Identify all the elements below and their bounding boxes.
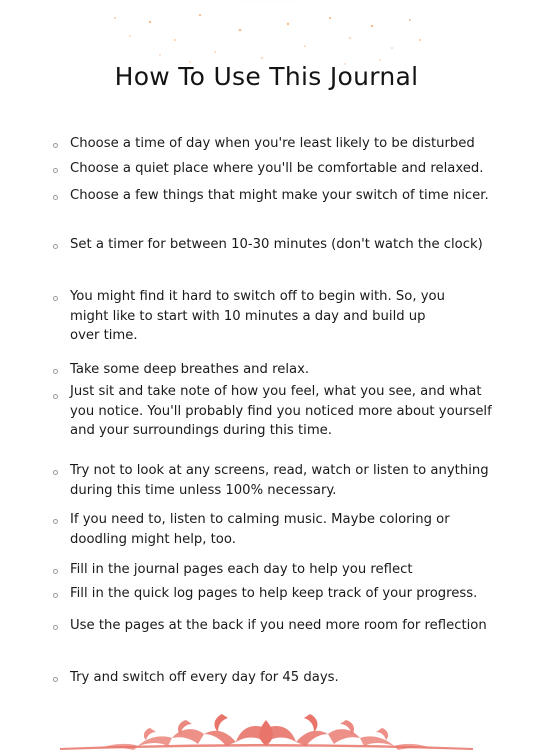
bullet-icon bbox=[53, 677, 58, 682]
bullet-icon bbox=[53, 296, 58, 301]
bullet-icon bbox=[53, 244, 58, 249]
bullet-icon bbox=[53, 394, 58, 399]
list-item-text: Choose a quiet place where you'll be comfortable and relaxed. bbox=[70, 161, 484, 176]
list-item-text: Set a timer for between 10-30 minutes (don't watch the clock) bbox=[70, 237, 483, 252]
list-item-text: Choose a time of day when you're least likely to be disturbed bbox=[70, 136, 475, 151]
list-item-text: Take some deep breathes and relax. bbox=[70, 362, 310, 377]
bullet-icon bbox=[53, 593, 58, 598]
bullet-icon bbox=[53, 569, 58, 574]
list-item-text: You might find it hard to switch off to begin with. So, you might like to start with 10 minutes a day and build up over time. bbox=[70, 289, 445, 343]
floral-ornament-decoration bbox=[0, 700, 533, 754]
bullet-icon bbox=[53, 519, 58, 524]
list-item-text: Fill in the quick log pages to help keep track of your progress. bbox=[70, 586, 478, 601]
bullet-icon bbox=[53, 143, 58, 148]
bullet-icon bbox=[53, 369, 58, 374]
list-item-text: Use the pages at the back if you need more room for reflection bbox=[70, 618, 487, 633]
list-item-text: Try not to look at any screens, read, watch or listen to anything during this time unless 100% necessary. bbox=[70, 463, 489, 498]
page-title: How To Use This Journal bbox=[114, 62, 419, 91]
bullet-icon bbox=[53, 470, 58, 475]
list-item-text: Fill in the journal pages each day to help you reflect bbox=[70, 562, 413, 577]
bullet-icon bbox=[53, 195, 58, 200]
list-item-text: If you need to, listen to calming music. Maybe coloring or doodling might help, too. bbox=[70, 512, 450, 547]
bullet-icon bbox=[53, 625, 58, 630]
list-item-text: Choose a few things that might make your switch of time nicer. bbox=[70, 188, 489, 203]
bullet-icon bbox=[53, 168, 58, 173]
list-item-text: Just sit and take note of how you feel, what you see, and what you notice. You'll probably find you noticed more about yourself and your surroundings during this time. bbox=[70, 384, 492, 438]
list-item-text: Try and switch off every day for 45 days. bbox=[70, 670, 339, 685]
